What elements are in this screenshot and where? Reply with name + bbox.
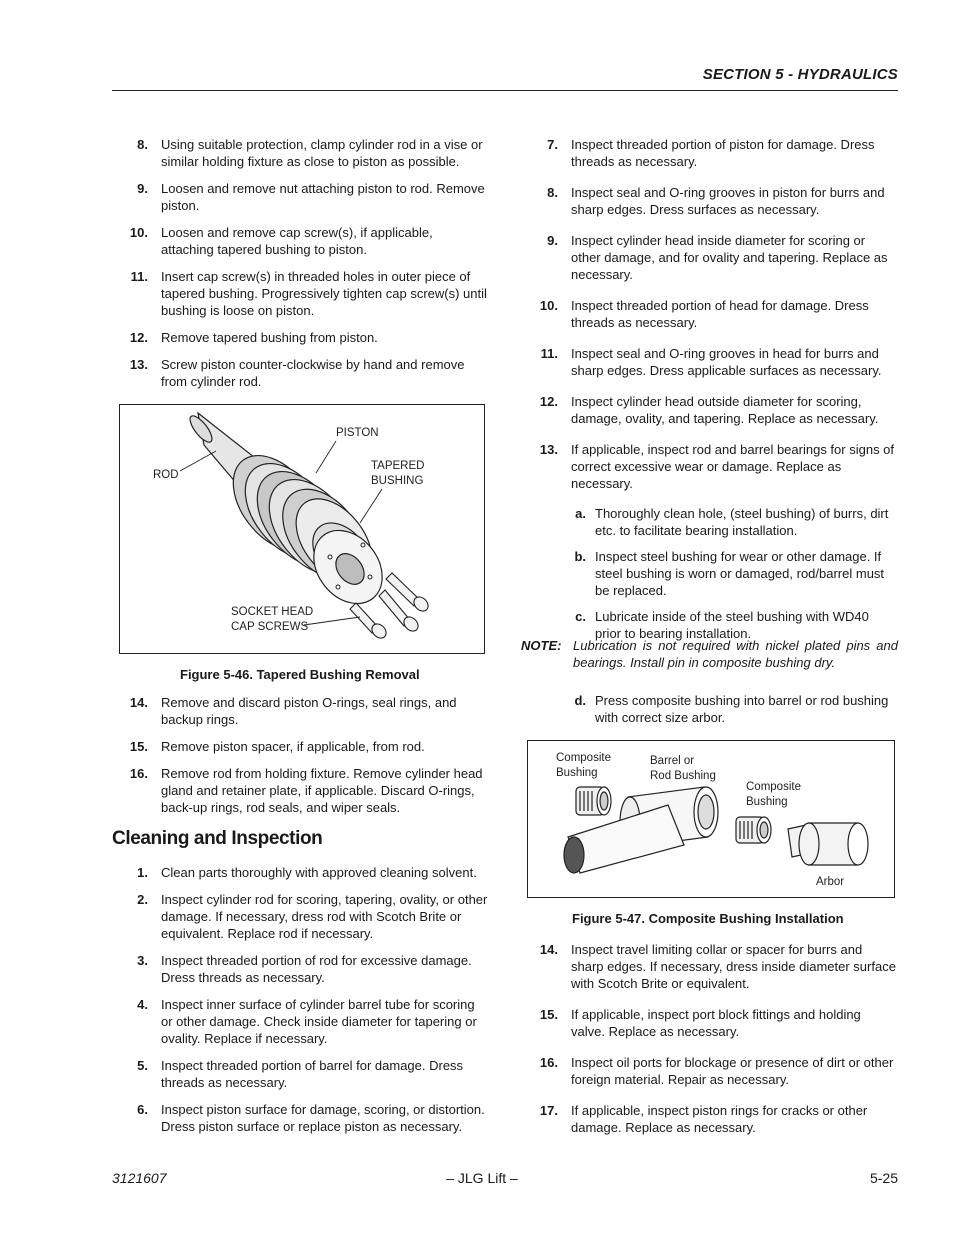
- sub-list-item: b. Inspect steel bushing for wear or other damage. If steel bushing is worn or damaged, rod/barrel must be replaced.: [574, 549, 885, 598]
- list-item: 2. Inspect cylinder rod for scoring, tapering, ovality, or other damage. If necessary, dress rod with Scotch Brite or equivalent. Replace rod if necessary.: [137, 892, 488, 941]
- list-item: 16. Remove rod from holding fixture. Remove cylinder head gland and retainer plate, if applicable. Discard O-rings, back-up rings, rod seals, and wiper seals.: [129, 766, 483, 815]
- list-item: 10. Inspect threaded portion of head for damage. Dress threads as necessary.: [539, 298, 869, 330]
- label-rod: ROD: [153, 469, 179, 481]
- footer-center: – JLG Lift –: [446, 1170, 518, 1186]
- label-tapered: TAPERED: [371, 460, 425, 472]
- section-heading: Cleaning and Inspection: [112, 828, 323, 849]
- list-item: 17. If applicable, inspect piston rings for cracks or other damage. Replace as necessary.: [539, 1103, 868, 1135]
- label-barrel-a: Barrel or: [650, 755, 695, 767]
- list-item: 4. Inspect inner surface of cylinder barrel tube for scoring or other damage. Check inside diameter for tapering or ovality. Replace if necessary.: [137, 997, 477, 1046]
- note-label: NOTE:: [521, 638, 562, 653]
- sub-list-item: c. Lubricate inside of the steel bushing with WD40 prior to bearing installation.: [575, 609, 869, 641]
- label-bushing: BUSHING: [371, 475, 424, 487]
- footer-page-number: 5-25: [869, 1170, 898, 1186]
- label-composite-2b: Bushing: [746, 796, 788, 808]
- list-item: 7. Inspect threaded portion of piston for damage. Dress threads as necessary.: [547, 137, 875, 169]
- label-composite-2a: Composite: [746, 781, 801, 793]
- composite-bushing-illustration: [528, 741, 894, 897]
- note-text: Lubrication is not required with nickel plated pins and bearings. Install pin in composite bushing dry.: [573, 638, 898, 670]
- list-item: 13. If applicable, inspect rod and barrel bearings for signs of correct excessive wear or damage. Replace as necessary.: [539, 442, 895, 491]
- label-piston: PISTON: [336, 427, 379, 439]
- cleaning-steps: [112, 864, 488, 1135]
- list-item: 5. Inspect threaded portion of barrel for damage. Dress threads as necessary.: [137, 1058, 464, 1090]
- label-socket-head: SOCKET HEAD: [231, 606, 314, 618]
- list-item: 10. Loosen and remove cap screw(s), if applicable, attaching tapered bushing to piston.: [129, 225, 433, 257]
- footer-doc-number: 3121607: [112, 1170, 167, 1186]
- section-title: SECTION 5 - HYDRAULICS: [702, 66, 898, 83]
- list-item: 9. Inspect cylinder head inside diameter for scoring or other damage, and for ovality and tapering. Replace as necessary.: [547, 233, 888, 282]
- tapered-bushing-illustration: [120, 405, 484, 653]
- list-item: 16. Inspect oil ports for blockage or presence of dirt or other foreign material. Repair as necessary.: [539, 1055, 894, 1087]
- list-item: 8. Inspect seal and O-ring grooves in piston for burrs and sharp edges. Dress surfaces as necessary.: [547, 185, 885, 217]
- right-steps-a: [522, 136, 898, 642]
- list-item: 14. Inspect travel limiting collar or spacer for burrs and sharp edges. If necessary, dress inside diameter surface with Scotch Brite or equivalent.: [539, 942, 896, 991]
- list-item: 12. Inspect cylinder head outside diameter for scoring, damage, ovality, and tapering. Replace as necessary.: [539, 394, 879, 426]
- list-item: 8. Using suitable protection, clamp cylinder rod in a vise or similar holding fixture as close to piston as possible.: [137, 137, 483, 169]
- label-barrel-b: Rod Bushing: [650, 770, 716, 782]
- list-item: 3. Inspect threaded portion of rod for excessive damage. Dress threads as necessary.: [137, 953, 472, 985]
- label-composite-1a: Composite: [556, 752, 611, 764]
- label-cap-screws: CAP SCREWS: [231, 621, 309, 633]
- list-item: 15. Remove piston spacer, if applicable, from rod.: [129, 739, 425, 754]
- sub-step-d: [522, 692, 898, 726]
- list-item: 11. Inspect seal and O-ring grooves in head for burrs and sharp edges. Dress applicable surfaces as necessary.: [540, 346, 882, 378]
- note-block: [521, 637, 898, 673]
- right-steps-b: [522, 941, 898, 1136]
- left-steps-a: [112, 136, 488, 390]
- list-item: 15. If applicable, inspect port block fittings and holding valve. Replace as necessary.: [539, 1007, 861, 1039]
- sub-list-item: d. Press composite bushing into barrel or rod bushing with correct size arbor.: [574, 693, 889, 725]
- list-item: 9. Loosen and remove nut attaching piston to rod. Remove piston.: [137, 181, 485, 213]
- list-item: 1. Clean parts thoroughly with approved cleaning solvent.: [137, 865, 477, 880]
- label-composite-1b: Bushing: [556, 767, 598, 779]
- list-item: 11. Insert cap screw(s) in threaded holes in outer piece of tapered bushing. Progressively tighten cap screw(s) until bushing is loose on piston.: [130, 269, 487, 318]
- list-item: 13. Screw piston counter-clockwise by hand and remove from cylinder rod.: [129, 357, 465, 389]
- label-arbor: Arbor: [816, 876, 845, 888]
- figure-composite-bushing: [527, 740, 895, 898]
- left-steps-b: [112, 694, 488, 816]
- list-item: 14. Remove and discard piston O-rings, seal rings, and backup rings.: [129, 695, 457, 727]
- figure-caption: Figure 5-47. Composite Bushing Installation: [572, 911, 844, 926]
- figure-caption: Figure 5-46. Tapered Bushing Removal: [180, 667, 420, 682]
- list-item: 6. Inspect piston surface for damage, scoring, or distortion. Dress piston surface or replace piston as necessary.: [137, 1102, 485, 1134]
- figure-tapered-bushing: [119, 404, 485, 654]
- page-header: [112, 62, 898, 91]
- sub-list-item: a. Thoroughly clean hole, (steel bushing) of burrs, dirt etc. to facilitate bearing installation.: [575, 506, 889, 538]
- list-item: 12. Remove tapered bushing from piston.: [129, 330, 378, 345]
